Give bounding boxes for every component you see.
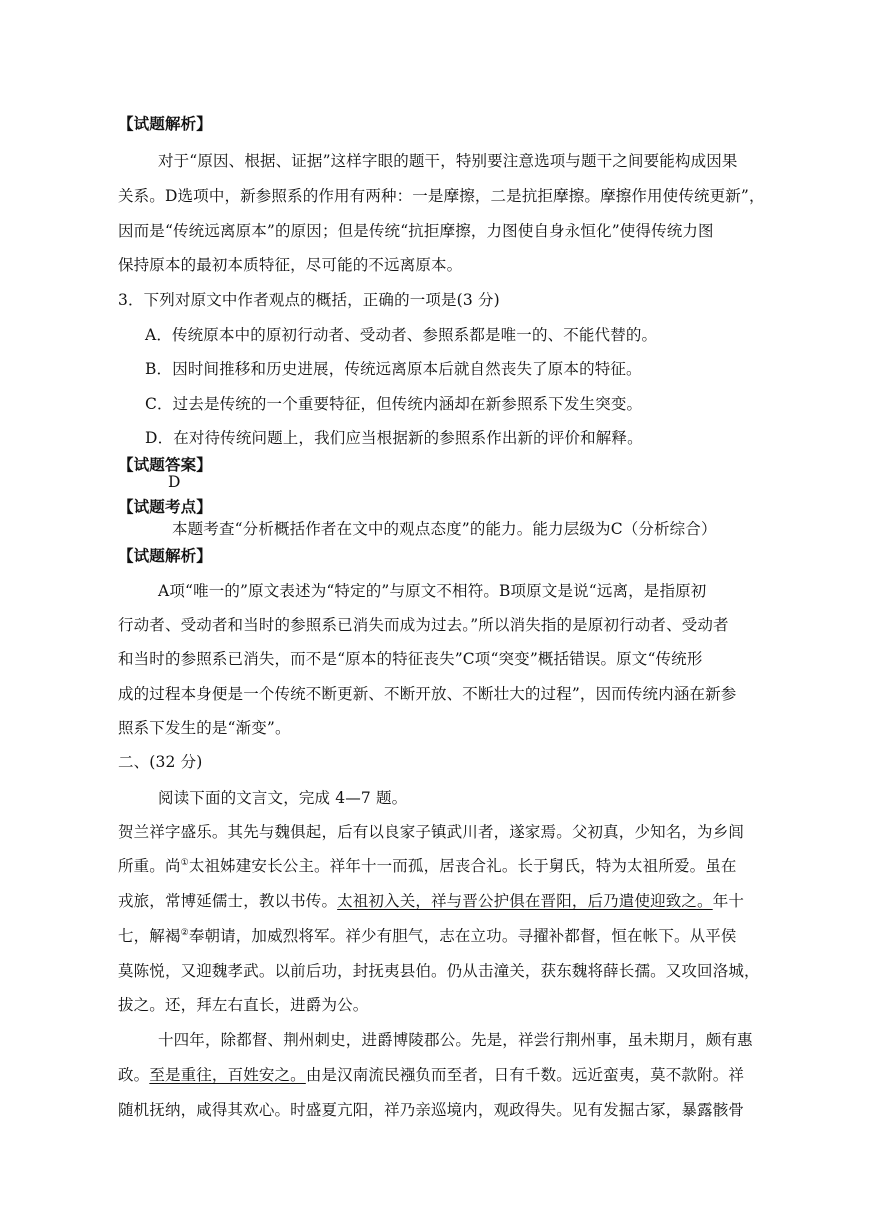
passage-text: 所重。尚	[118, 857, 181, 875]
section-instruction: 阅读下面的文言文，完成 4—7 题。	[158, 789, 408, 807]
analysis-heading: 【试题解析】	[118, 114, 212, 133]
passage-text: 太祖姊建安长公主。祥年十一而孤，居丧合礼。长于舅氏，特为太祖所爱。虽在	[188, 857, 737, 875]
passage-text: 年十	[712, 892, 745, 910]
passage-text: 由是汉南流民襁负而至者，日有千数。远近蛮夷，莫不款附。祥	[305, 1066, 745, 1084]
footnote-marker: ①	[180, 858, 189, 868]
option-c: C．过去是传统的一个重要特征，但传统内涵却在新参照系下发生突变。	[145, 395, 643, 413]
passage-line	[118, 1063, 744, 1085]
passage-text: 政。	[118, 1066, 150, 1084]
analysis-line: 成的过程本身便是一个传统不断更新、不断开放、不断壮大的过程”，因而传统内涵在新参	[118, 685, 737, 703]
analysis-line: 照系下发生的是“渐变”。	[118, 719, 291, 737]
passage-line: 贺兰祥字盛乐。其先与魏俱起，后有以良家子镇武川者，遂家焉。父初真，少知名，为乡闾	[118, 823, 745, 841]
passage-line: 十四年，除都督、荆州刺史，进爵博陵郡公。先是，祥尝行荆州事，虽未期月，颇有惠	[158, 1031, 753, 1049]
answer-value: D	[168, 473, 181, 491]
passage-line	[118, 924, 737, 946]
passage-line	[118, 889, 744, 911]
analysis-line: 对于“原因、根据、证据”这样字眼的题干，特别要注意选项与题干之间要能构成因果	[158, 152, 738, 170]
analysis-line: A项“唯一的”原文表述为“特定的”与原文不相符。B项原文是说“远离，是指原初	[158, 582, 707, 600]
passage-line: 莫陈悦，又迎魏孝武。以前后功，封抚夷县伯。仍从击潼关，获东魏将薛长孺。又攻回洛城，	[118, 962, 760, 980]
footnote-marker: ②	[180, 928, 189, 938]
analysis-line: 关系。D选项中，新参照系的作用有两种：一是摩擦，二是抗拒摩擦。摩擦作用使传统更新”，	[118, 187, 765, 205]
passage-text: 戎旅，常博延儒士，教以书传。	[118, 892, 338, 910]
answer-heading: 【试题答案】	[118, 455, 212, 474]
analysis-line: 和当时的参照系已消失，而不是“原本的特征丧失”C项“突变”概括错误。原文“传统形	[118, 650, 703, 668]
underlined-sentence: 至是重往，百姓安之。	[149, 1066, 306, 1084]
option-b: B．因时间推移和历史进展，传统远离原本后就自然丧失了原本的特征。	[145, 360, 642, 378]
option-a: A．传统原本中的原初行动者、受动者、参照系都是唯一的、不能代替的。	[145, 326, 658, 344]
analysis-line: 保持原本的最初本质特征，尽可能的不远离原本。	[118, 256, 463, 274]
point-text: 本题考查“分析概括作者在文中的观点态度”的能力。能力层级为C（分析综合）	[172, 520, 717, 538]
underlined-sentence: 太祖初入关，祥与晋公护俱在晋阳，后乃遣使迎致之。	[337, 892, 713, 910]
point-heading: 【试题考点】	[118, 497, 212, 516]
passage-line	[118, 854, 737, 876]
analysis-line: 因而是“传统远离原本”的原因；但是传统“抗拒摩擦，力图使自身永恒化”使得传统力图	[118, 222, 714, 240]
analysis-heading-q3: 【试题解析】	[118, 546, 212, 565]
passage-line: 拔之。还，拜左右直长，进爵为公。	[118, 996, 369, 1014]
question-stem: 3．下列对原文中作者观点的概括，正确的一项是(3 分)	[118, 291, 500, 309]
analysis-line: 行动者、受动者和当时的参照系已消失而成为过去。”所以消失指的是原初行动者、受动者	[118, 616, 729, 634]
section-title: 二、(32 分)	[118, 753, 203, 771]
option-d: D．在对待传统问题上，我们应当根据新的参照系作出新的评价和解释。	[145, 429, 643, 447]
passage-line: 随机抚纳，咸得其欢心。时盛夏亢阳，祥乃亲巡境内，观政得失。见有发掘古冢，暴露骸骨	[118, 1101, 745, 1119]
passage-text: 七，解褐	[118, 927, 181, 945]
passage-text: 奉朝请，加威烈将军。祥少有胆气，志在立功。寻擢补都督，恒在帐下。从平侯	[188, 927, 737, 945]
